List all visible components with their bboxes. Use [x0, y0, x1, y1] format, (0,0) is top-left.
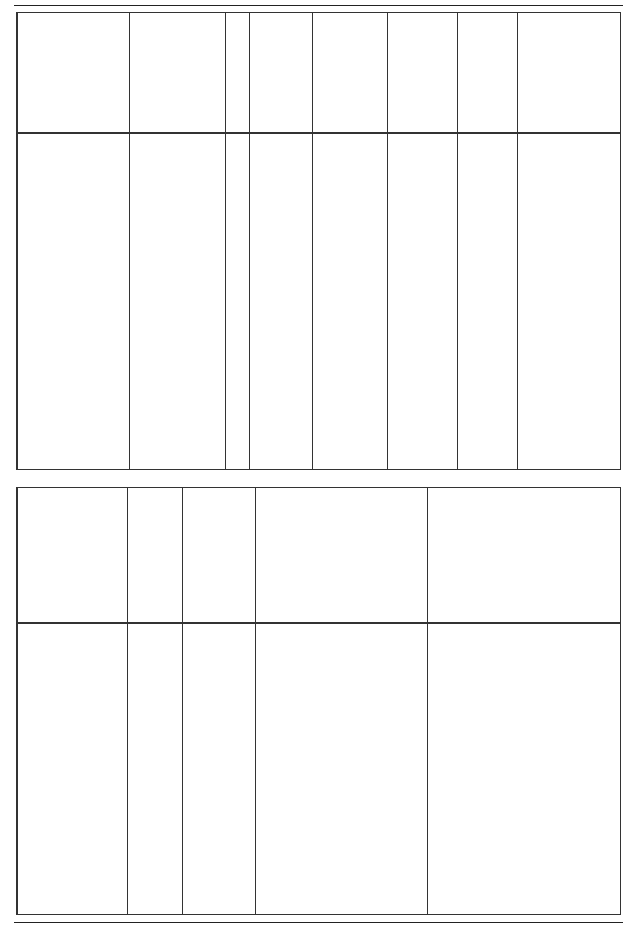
- upper-row-3-body: [313, 133, 387, 469]
- upper-row-5-body: [226, 133, 249, 469]
- upper-row-6-body: [130, 133, 225, 469]
- lower-row-2-body-text: [428, 623, 434, 914]
- upper-row-3-label: [313, 13, 387, 133]
- upper-header-left-text: [518, 133, 524, 469]
- upper-table: [16, 12, 621, 470]
- upper-row-1: [457, 13, 517, 469]
- upper-row-4-label: [250, 13, 312, 133]
- lower-row-3-label: [256, 488, 427, 623]
- lower-row-4-body-text: [183, 623, 189, 914]
- lower-row-5-label: [128, 488, 182, 623]
- lower-row-6-label: [18, 488, 127, 623]
- upper-row-5-label-text: [226, 13, 232, 132]
- upper-row-2: [387, 13, 457, 469]
- lower-row-3-label-text: [256, 488, 262, 622]
- upper-row-3-label-text: [313, 13, 319, 132]
- upper-row-1-body: [458, 133, 517, 469]
- upper-row-5-label: [226, 13, 249, 133]
- upper-row-7-label: [18, 13, 129, 133]
- lower-table: [16, 487, 621, 915]
- upper-intro-label-text: [549, 13, 555, 132]
- upper-header-right-text: [518, 13, 524, 132]
- upper-row-3: [312, 13, 387, 469]
- lower-row-6: [17, 488, 127, 914]
- upper-row-1-label-text: [458, 13, 464, 132]
- upper-row-6-label-text: [130, 13, 136, 132]
- upper-row-4-body: [250, 133, 312, 469]
- lower-row-6-body-text: [18, 623, 24, 914]
- upper-intro-body: [549, 133, 621, 469]
- lower-row-5-body-text: [128, 623, 134, 914]
- lower-row-3-body-text: [256, 623, 262, 914]
- upper-intro-body-text: [549, 133, 555, 469]
- upper-row-2-body: [388, 133, 457, 469]
- lower-row-4-label: [183, 488, 255, 623]
- upper-header-right: [518, 13, 549, 133]
- top-rule: [14, 5, 623, 6]
- upper-row-1-label: [458, 13, 517, 133]
- lower-row-5-body: [128, 623, 182, 914]
- bottom-rule: [14, 922, 623, 923]
- lower-row-1-body: [532, 623, 621, 914]
- lower-row-5: [127, 488, 182, 914]
- upper-row-2-body-text: [388, 133, 394, 469]
- lower-row-4-label-text: [183, 488, 189, 622]
- upper-row-6-label: [130, 13, 225, 133]
- lower-row-1: [532, 488, 621, 914]
- upper-label-divider: [17, 133, 620, 134]
- lower-row-1-body-text: [532, 623, 538, 914]
- upper-row-7-label-text: [18, 13, 24, 132]
- lower-row-6-label-text: [18, 488, 24, 622]
- upper-row-6: [129, 13, 225, 469]
- lower-label-divider: [17, 623, 620, 624]
- lower-row-2-label: [428, 488, 532, 623]
- upper-row-7-body-text: [18, 133, 24, 469]
- lower-row-3-body: [256, 623, 427, 914]
- upper-row-5-body-text: [226, 133, 232, 469]
- lower-row-4-body: [183, 623, 255, 914]
- lower-row-3: [255, 488, 427, 914]
- upper-row-2-label: [388, 13, 457, 133]
- lower-row-1-label-text: [532, 488, 538, 622]
- lower-row-5-label-text: [128, 488, 134, 622]
- upper-row-3-body-text: [313, 133, 319, 469]
- upper-row-1-body-text: [458, 133, 464, 469]
- upper-header-left: [518, 133, 549, 469]
- upper-row-4-body-text: [250, 133, 256, 469]
- upper-intro-label: [549, 13, 621, 133]
- lower-row-2: [427, 488, 532, 914]
- lower-row-1-label: [532, 488, 621, 623]
- upper-row-7: [17, 13, 129, 469]
- upper-row-5: [225, 13, 249, 469]
- lower-row-2-label-text: [428, 488, 434, 622]
- upper-row-7-body: [18, 133, 129, 469]
- upper-intro-column: [549, 13, 621, 469]
- upper-row-2-label-text: [388, 13, 394, 132]
- upper-row-4: [249, 13, 312, 469]
- upper-row-6-body-text: [130, 133, 136, 469]
- lower-row-2-body: [428, 623, 532, 914]
- lower-row-6-body: [18, 623, 127, 914]
- lower-row-4: [182, 488, 255, 914]
- upper-row-4-label-text: [250, 13, 256, 132]
- upper-header-column: [517, 13, 549, 469]
